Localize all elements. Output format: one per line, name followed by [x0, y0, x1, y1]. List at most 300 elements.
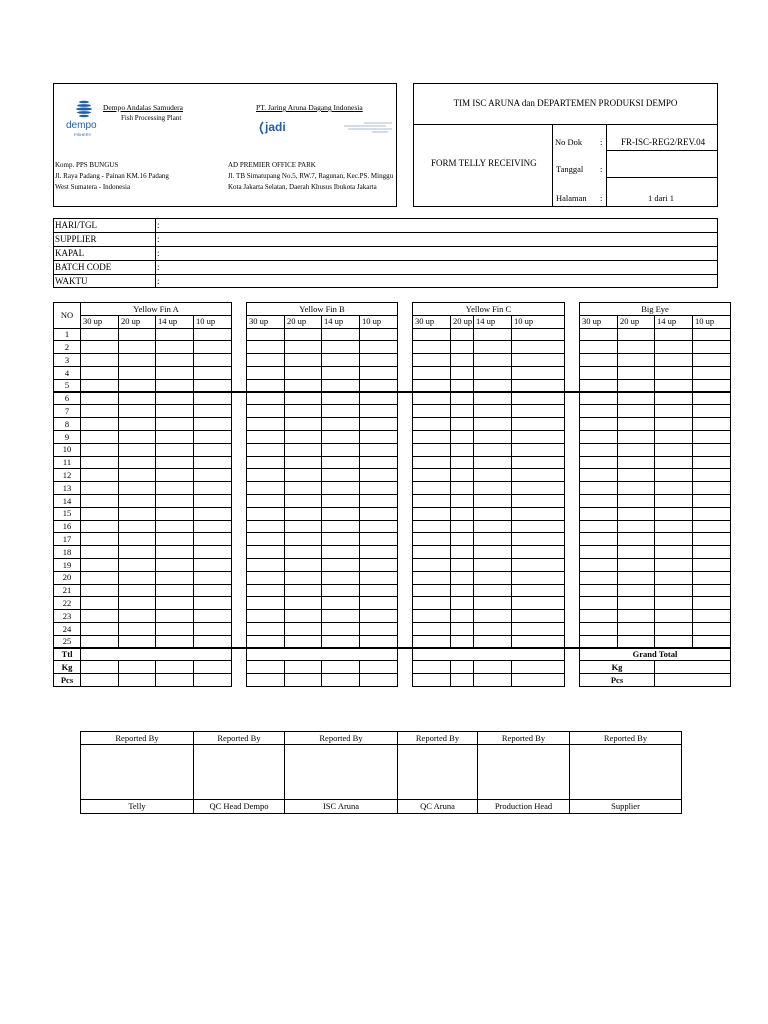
- count-cell[interactable]: [618, 533, 655, 546]
- count-cell[interactable]: [655, 392, 693, 405]
- count-cell[interactable]: [474, 405, 512, 418]
- kg-cell[interactable]: [247, 661, 285, 674]
- total-cell-yellow-fin-c[interactable]: [413, 648, 565, 661]
- count-cell[interactable]: [322, 443, 360, 456]
- kg-cell[interactable]: [413, 661, 451, 674]
- signature-area-qc-aruna[interactable]: [398, 745, 478, 800]
- count-cell[interactable]: [322, 635, 360, 648]
- kg-cell[interactable]: [81, 661, 119, 674]
- count-cell[interactable]: [285, 354, 322, 367]
- count-cell[interactable]: [119, 584, 156, 597]
- count-cell[interactable]: [474, 546, 512, 559]
- count-cell[interactable]: [512, 571, 565, 584]
- count-cell[interactable]: [360, 341, 398, 354]
- count-cell[interactable]: [247, 546, 285, 559]
- count-cell[interactable]: [119, 610, 156, 623]
- kg-cell[interactable]: [285, 661, 322, 674]
- count-cell[interactable]: [322, 622, 360, 635]
- count-cell[interactable]: [693, 366, 731, 379]
- count-cell[interactable]: [655, 494, 693, 507]
- count-cell[interactable]: [119, 405, 156, 418]
- count-cell[interactable]: [194, 597, 232, 610]
- count-cell[interactable]: [693, 622, 731, 635]
- count-cell[interactable]: [413, 571, 451, 584]
- count-cell[interactable]: [693, 507, 731, 520]
- count-cell[interactable]: [119, 456, 156, 469]
- count-cell[interactable]: [512, 546, 565, 559]
- count-cell[interactable]: [693, 392, 731, 405]
- count-cell[interactable]: [580, 507, 618, 520]
- count-cell[interactable]: [474, 622, 512, 635]
- count-cell[interactable]: [156, 584, 194, 597]
- count-cell[interactable]: [285, 379, 322, 392]
- count-cell[interactable]: [360, 558, 398, 571]
- count-cell[interactable]: [512, 533, 565, 546]
- count-cell[interactable]: [413, 558, 451, 571]
- count-cell[interactable]: [580, 597, 618, 610]
- count-cell[interactable]: [512, 558, 565, 571]
- count-cell[interactable]: [474, 418, 512, 431]
- count-cell[interactable]: [119, 507, 156, 520]
- count-cell[interactable]: [247, 622, 285, 635]
- count-cell[interactable]: [119, 443, 156, 456]
- count-cell[interactable]: [655, 341, 693, 354]
- count-cell[interactable]: [512, 584, 565, 597]
- count-cell[interactable]: [413, 430, 451, 443]
- count-cell[interactable]: [474, 520, 512, 533]
- count-cell[interactable]: [285, 610, 322, 623]
- count-cell[interactable]: [119, 366, 156, 379]
- count-cell[interactable]: [156, 443, 194, 456]
- count-cell[interactable]: [618, 379, 655, 392]
- count-cell[interactable]: [693, 597, 731, 610]
- count-cell[interactable]: [360, 584, 398, 597]
- count-cell[interactable]: [360, 366, 398, 379]
- count-cell[interactable]: [81, 328, 119, 341]
- count-cell[interactable]: [247, 597, 285, 610]
- count-cell[interactable]: [451, 494, 474, 507]
- count-cell[interactable]: [81, 558, 119, 571]
- count-cell[interactable]: [655, 584, 693, 597]
- count-cell[interactable]: [618, 494, 655, 507]
- pcs-cell[interactable]: [474, 674, 512, 687]
- count-cell[interactable]: [413, 635, 451, 648]
- count-cell[interactable]: [512, 456, 565, 469]
- count-cell[interactable]: [81, 507, 119, 520]
- count-cell[interactable]: [156, 520, 194, 533]
- count-cell[interactable]: [322, 392, 360, 405]
- signature-area-qc-head-dempo[interactable]: [194, 745, 285, 800]
- count-cell[interactable]: [285, 392, 322, 405]
- count-cell[interactable]: [474, 456, 512, 469]
- pcs-cell[interactable]: [322, 674, 360, 687]
- count-cell[interactable]: [285, 571, 322, 584]
- count-cell[interactable]: [194, 443, 232, 456]
- count-cell[interactable]: [81, 584, 119, 597]
- count-cell[interactable]: [618, 584, 655, 597]
- count-cell[interactable]: [247, 494, 285, 507]
- count-cell[interactable]: [119, 430, 156, 443]
- count-cell[interactable]: [413, 443, 451, 456]
- count-cell[interactable]: [512, 494, 565, 507]
- count-cell[interactable]: [413, 418, 451, 431]
- count-cell[interactable]: [322, 379, 360, 392]
- count-cell[interactable]: [693, 571, 731, 584]
- count-cell[interactable]: [693, 430, 731, 443]
- count-cell[interactable]: [655, 418, 693, 431]
- count-cell[interactable]: [655, 546, 693, 559]
- count-cell[interactable]: [451, 469, 474, 482]
- pcs-cell[interactable]: [512, 674, 565, 687]
- count-cell[interactable]: [247, 456, 285, 469]
- count-cell[interactable]: [451, 405, 474, 418]
- grand-total-pcs-cell[interactable]: [655, 674, 731, 687]
- count-cell[interactable]: [81, 354, 119, 367]
- count-cell[interactable]: [413, 610, 451, 623]
- count-cell[interactable]: [156, 418, 194, 431]
- count-cell[interactable]: [618, 622, 655, 635]
- count-cell[interactable]: [413, 328, 451, 341]
- count-cell[interactable]: [81, 392, 119, 405]
- count-cell[interactable]: [451, 341, 474, 354]
- count-cell[interactable]: [512, 328, 565, 341]
- count-cell[interactable]: [693, 482, 731, 495]
- count-cell[interactable]: [285, 584, 322, 597]
- count-cell[interactable]: [322, 341, 360, 354]
- count-cell[interactable]: [512, 392, 565, 405]
- count-cell[interactable]: [194, 482, 232, 495]
- count-cell[interactable]: [194, 571, 232, 584]
- count-cell[interactable]: [474, 341, 512, 354]
- count-cell[interactable]: [451, 482, 474, 495]
- count-cell[interactable]: [81, 430, 119, 443]
- count-cell[interactable]: [580, 482, 618, 495]
- count-cell[interactable]: [156, 610, 194, 623]
- count-cell[interactable]: [156, 546, 194, 559]
- count-cell[interactable]: [247, 571, 285, 584]
- count-cell[interactable]: [451, 597, 474, 610]
- count-cell[interactable]: [81, 469, 119, 482]
- count-cell[interactable]: [285, 482, 322, 495]
- count-cell[interactable]: [451, 635, 474, 648]
- count-cell[interactable]: [156, 469, 194, 482]
- pcs-cell[interactable]: [247, 674, 285, 687]
- count-cell[interactable]: [156, 507, 194, 520]
- count-cell[interactable]: [451, 418, 474, 431]
- count-cell[interactable]: [618, 520, 655, 533]
- count-cell[interactable]: [247, 392, 285, 405]
- count-cell[interactable]: [360, 456, 398, 469]
- count-cell[interactable]: [81, 597, 119, 610]
- count-cell[interactable]: [618, 341, 655, 354]
- count-cell[interactable]: [693, 494, 731, 507]
- count-cell[interactable]: [119, 379, 156, 392]
- count-cell[interactable]: [81, 341, 119, 354]
- count-cell[interactable]: [580, 430, 618, 443]
- count-cell[interactable]: [322, 558, 360, 571]
- count-cell[interactable]: [451, 558, 474, 571]
- count-cell[interactable]: [413, 379, 451, 392]
- signature-area-isc-aruna[interactable]: [285, 745, 398, 800]
- count-cell[interactable]: [693, 520, 731, 533]
- count-cell[interactable]: [322, 405, 360, 418]
- count-cell[interactable]: [119, 597, 156, 610]
- count-cell[interactable]: [580, 392, 618, 405]
- count-cell[interactable]: [580, 443, 618, 456]
- count-cell[interactable]: [413, 482, 451, 495]
- count-cell[interactable]: [451, 584, 474, 597]
- count-cell[interactable]: [413, 546, 451, 559]
- count-cell[interactable]: [618, 597, 655, 610]
- count-cell[interactable]: [360, 507, 398, 520]
- count-cell[interactable]: [322, 354, 360, 367]
- count-cell[interactable]: [451, 622, 474, 635]
- kg-cell[interactable]: [474, 661, 512, 674]
- count-cell[interactable]: [322, 597, 360, 610]
- count-cell[interactable]: [81, 418, 119, 431]
- count-cell[interactable]: [451, 571, 474, 584]
- count-cell[interactable]: [580, 418, 618, 431]
- count-cell[interactable]: [655, 430, 693, 443]
- count-cell[interactable]: [474, 597, 512, 610]
- count-cell[interactable]: [655, 456, 693, 469]
- count-cell[interactable]: [285, 558, 322, 571]
- count-cell[interactable]: [413, 366, 451, 379]
- count-cell[interactable]: [194, 354, 232, 367]
- count-cell[interactable]: [322, 533, 360, 546]
- count-cell[interactable]: [194, 418, 232, 431]
- count-cell[interactable]: [119, 622, 156, 635]
- pcs-cell[interactable]: [156, 674, 194, 687]
- count-cell[interactable]: [194, 533, 232, 546]
- count-cell[interactable]: [580, 558, 618, 571]
- count-cell[interactable]: [512, 443, 565, 456]
- count-cell[interactable]: [360, 622, 398, 635]
- count-cell[interactable]: [451, 443, 474, 456]
- count-cell[interactable]: [247, 405, 285, 418]
- count-cell[interactable]: [512, 635, 565, 648]
- count-cell[interactable]: [693, 379, 731, 392]
- count-cell[interactable]: [81, 533, 119, 546]
- count-cell[interactable]: [693, 546, 731, 559]
- count-cell[interactable]: [451, 507, 474, 520]
- count-cell[interactable]: [360, 610, 398, 623]
- count-cell[interactable]: [693, 469, 731, 482]
- count-cell[interactable]: [285, 405, 322, 418]
- count-cell[interactable]: [322, 482, 360, 495]
- count-cell[interactable]: [81, 571, 119, 584]
- pcs-cell[interactable]: [451, 674, 474, 687]
- pcs-cell[interactable]: [413, 674, 451, 687]
- count-cell[interactable]: [360, 430, 398, 443]
- count-cell[interactable]: [322, 366, 360, 379]
- count-cell[interactable]: [693, 354, 731, 367]
- count-cell[interactable]: [194, 507, 232, 520]
- grand-total-kg-cell[interactable]: [655, 661, 731, 674]
- pcs-cell[interactable]: [81, 674, 119, 687]
- count-cell[interactable]: [247, 354, 285, 367]
- count-cell[interactable]: [451, 456, 474, 469]
- count-cell[interactable]: [655, 507, 693, 520]
- count-cell[interactable]: [119, 635, 156, 648]
- count-cell[interactable]: [655, 571, 693, 584]
- count-cell[interactable]: [693, 610, 731, 623]
- count-cell[interactable]: [580, 379, 618, 392]
- count-cell[interactable]: [580, 571, 618, 584]
- count-cell[interactable]: [156, 494, 194, 507]
- count-cell[interactable]: [156, 430, 194, 443]
- count-cell[interactable]: [81, 443, 119, 456]
- count-cell[interactable]: [322, 520, 360, 533]
- count-cell[interactable]: [512, 610, 565, 623]
- count-cell[interactable]: [618, 366, 655, 379]
- count-cell[interactable]: [360, 379, 398, 392]
- count-cell[interactable]: [247, 507, 285, 520]
- count-cell[interactable]: [580, 405, 618, 418]
- count-cell[interactable]: [360, 482, 398, 495]
- count-cell[interactable]: [512, 418, 565, 431]
- count-cell[interactable]: [81, 520, 119, 533]
- count-cell[interactable]: [360, 520, 398, 533]
- signature-area-production-head[interactable]: [478, 745, 570, 800]
- count-cell[interactable]: [655, 469, 693, 482]
- count-cell[interactable]: [285, 366, 322, 379]
- count-cell[interactable]: [285, 507, 322, 520]
- pcs-cell[interactable]: [119, 674, 156, 687]
- count-cell[interactable]: [194, 622, 232, 635]
- count-cell[interactable]: [655, 622, 693, 635]
- count-cell[interactable]: [119, 328, 156, 341]
- count-cell[interactable]: [693, 558, 731, 571]
- count-cell[interactable]: [360, 418, 398, 431]
- count-cell[interactable]: [247, 558, 285, 571]
- count-cell[interactable]: [285, 597, 322, 610]
- count-cell[interactable]: [693, 443, 731, 456]
- kg-cell[interactable]: [512, 661, 565, 674]
- count-cell[interactable]: [512, 622, 565, 635]
- count-cell[interactable]: [247, 443, 285, 456]
- count-cell[interactable]: [81, 635, 119, 648]
- count-cell[interactable]: [693, 533, 731, 546]
- count-cell[interactable]: [474, 571, 512, 584]
- count-cell[interactable]: [81, 610, 119, 623]
- count-cell[interactable]: [285, 456, 322, 469]
- count-cell[interactable]: [655, 520, 693, 533]
- count-cell[interactable]: [81, 546, 119, 559]
- count-cell[interactable]: [156, 405, 194, 418]
- count-cell[interactable]: [580, 494, 618, 507]
- count-cell[interactable]: [512, 379, 565, 392]
- count-cell[interactable]: [618, 430, 655, 443]
- count-cell[interactable]: [156, 558, 194, 571]
- count-cell[interactable]: [618, 354, 655, 367]
- count-cell[interactable]: [360, 597, 398, 610]
- signature-area-supplier[interactable]: [570, 745, 682, 800]
- kg-cell[interactable]: [360, 661, 398, 674]
- count-cell[interactable]: [655, 354, 693, 367]
- count-cell[interactable]: [413, 584, 451, 597]
- count-cell[interactable]: [285, 328, 322, 341]
- count-cell[interactable]: [360, 533, 398, 546]
- count-cell[interactable]: [693, 584, 731, 597]
- count-cell[interactable]: [618, 558, 655, 571]
- count-cell[interactable]: [618, 507, 655, 520]
- count-cell[interactable]: [119, 520, 156, 533]
- count-cell[interactable]: [413, 392, 451, 405]
- count-cell[interactable]: [655, 328, 693, 341]
- count-cell[interactable]: [580, 328, 618, 341]
- count-cell[interactable]: [194, 494, 232, 507]
- count-cell[interactable]: [156, 341, 194, 354]
- count-cell[interactable]: [413, 341, 451, 354]
- count-cell[interactable]: [322, 328, 360, 341]
- count-cell[interactable]: [247, 469, 285, 482]
- count-cell[interactable]: [156, 379, 194, 392]
- count-cell[interactable]: [451, 546, 474, 559]
- count-cell[interactable]: [512, 469, 565, 482]
- count-cell[interactable]: [81, 405, 119, 418]
- count-cell[interactable]: [618, 392, 655, 405]
- count-cell[interactable]: [156, 597, 194, 610]
- count-cell[interactable]: [156, 571, 194, 584]
- count-cell[interactable]: [474, 366, 512, 379]
- count-cell[interactable]: [580, 354, 618, 367]
- count-cell[interactable]: [474, 507, 512, 520]
- count-cell[interactable]: [474, 494, 512, 507]
- count-cell[interactable]: [512, 507, 565, 520]
- count-cell[interactable]: [474, 430, 512, 443]
- count-cell[interactable]: [360, 328, 398, 341]
- count-cell[interactable]: [194, 456, 232, 469]
- count-cell[interactable]: [512, 520, 565, 533]
- total-cell-yellow-fin-b[interactable]: [247, 648, 398, 661]
- count-cell[interactable]: [474, 482, 512, 495]
- count-cell[interactable]: [247, 584, 285, 597]
- count-cell[interactable]: [194, 610, 232, 623]
- count-cell[interactable]: [474, 610, 512, 623]
- count-cell[interactable]: [194, 328, 232, 341]
- count-cell[interactable]: [81, 366, 119, 379]
- pcs-cell[interactable]: [194, 674, 232, 687]
- count-cell[interactable]: [451, 533, 474, 546]
- count-cell[interactable]: [618, 469, 655, 482]
- count-cell[interactable]: [194, 558, 232, 571]
- count-cell[interactable]: [247, 430, 285, 443]
- count-cell[interactable]: [119, 571, 156, 584]
- count-cell[interactable]: [285, 443, 322, 456]
- count-cell[interactable]: [156, 622, 194, 635]
- pcs-cell[interactable]: [285, 674, 322, 687]
- count-cell[interactable]: [285, 622, 322, 635]
- count-cell[interactable]: [247, 533, 285, 546]
- count-cell[interactable]: [618, 328, 655, 341]
- count-cell[interactable]: [322, 584, 360, 597]
- count-cell[interactable]: [194, 469, 232, 482]
- count-cell[interactable]: [360, 494, 398, 507]
- count-cell[interactable]: [322, 430, 360, 443]
- count-cell[interactable]: [512, 366, 565, 379]
- count-cell[interactable]: [413, 494, 451, 507]
- count-cell[interactable]: [655, 443, 693, 456]
- count-cell[interactable]: [413, 469, 451, 482]
- count-cell[interactable]: [285, 430, 322, 443]
- count-cell[interactable]: [655, 610, 693, 623]
- count-cell[interactable]: [247, 418, 285, 431]
- count-cell[interactable]: [322, 469, 360, 482]
- count-cell[interactable]: [156, 456, 194, 469]
- count-cell[interactable]: [285, 494, 322, 507]
- count-cell[interactable]: [360, 443, 398, 456]
